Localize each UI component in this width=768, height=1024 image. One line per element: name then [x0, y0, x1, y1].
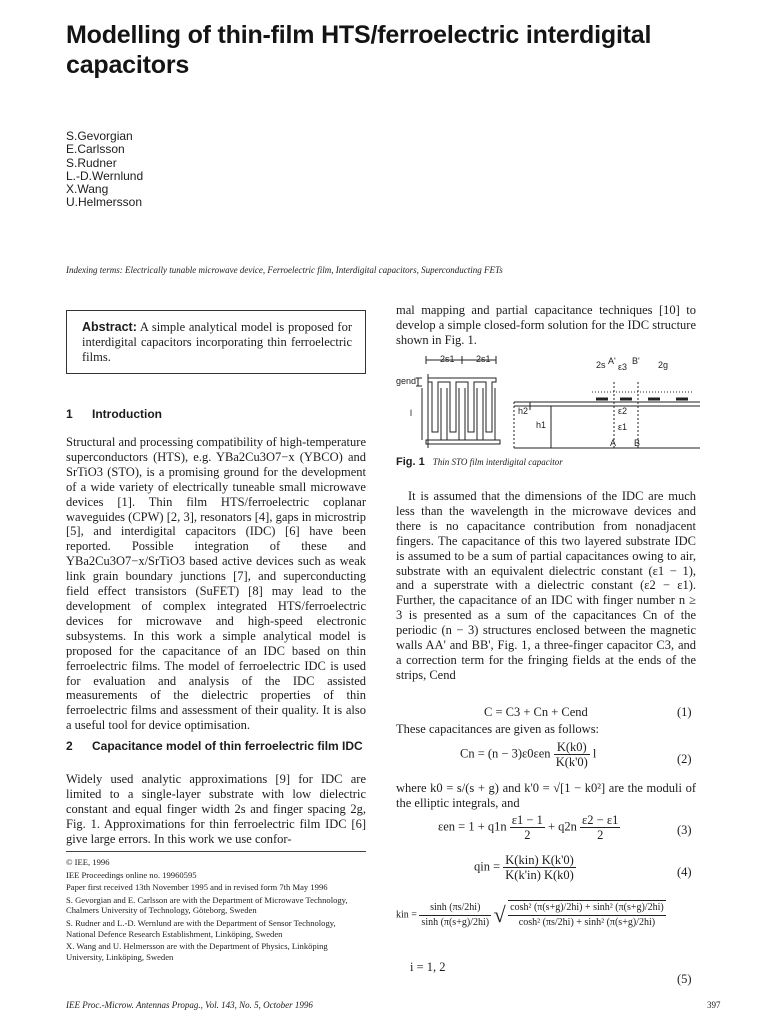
eq5-sqrt-numerator: cosh² (π(s+g)/2hi) + sinh² (π(s+g)/2hi) — [508, 901, 666, 916]
right-paragraph — [396, 489, 696, 683]
idc-fingers — [416, 356, 500, 448]
figure-1-caption — [396, 456, 563, 468]
abstract — [82, 320, 352, 365]
figure-1-caption-text: Thin STO film interdigital capacitor — [432, 457, 563, 467]
section-1-number: 1 — [66, 407, 73, 421]
title-line-1: Modelling of thin-film HTS/ferroelectric interdigital — [66, 21, 652, 49]
eq3-fraction-2 — [580, 813, 620, 842]
section-2-heading — [66, 739, 366, 753]
author: L.-D.Wernlund — [66, 168, 144, 183]
title-line-2: capacitors — [66, 51, 190, 79]
eq5-index: i = 1, 2 — [410, 960, 446, 974]
eq3-f1-denominator: 2 — [524, 828, 531, 842]
eq3-mid: + q2n — [547, 819, 577, 834]
eq3-lhs: εen = 1 + q1n — [438, 819, 507, 834]
eq4-fraction — [503, 853, 576, 882]
equation-4 — [474, 853, 576, 882]
eq3-fraction-1 — [510, 813, 545, 842]
sqrt-sign-icon: √ — [493, 902, 506, 927]
author: S.Rudner — [66, 155, 117, 170]
equation-2-number: (2) — [677, 752, 692, 766]
section-2-number: 2 — [66, 739, 73, 753]
abstract-text: A simple analytical model is proposed for interdigital capacitors incorporating thin ferroelectric films. — [82, 320, 353, 364]
affiliation-note: S. Gevorgian and E. Carlsson are with the Department of Microwave Technology, Chalmers University of Technology, Göteborg, Sweden — [66, 894, 348, 916]
section-2-title: Capacitance model of thin ferroelectric film IDC — [92, 739, 363, 753]
fig-label: h1 — [536, 420, 547, 430]
equation-5 — [396, 900, 666, 930]
equation-3-number: (3) — [677, 823, 692, 837]
eq2-numerator: K(k0) — [554, 740, 590, 755]
affiliation-note: S. Rudner and L.-D. Wernlund are with the Department of Sensor Technology, National Defence Research Establishment, Linköping, Sweden — [66, 917, 336, 939]
equation-4-number: (4) — [677, 865, 692, 879]
section-2-body — [66, 772, 366, 847]
footnotes — [66, 857, 366, 964]
author: S.Gevorgian — [66, 129, 133, 143]
eq4-numerator: K(kin) K(k'0) — [505, 853, 574, 867]
figure-1-label: Fig. 1 — [396, 456, 425, 468]
eq5-fraction-1 — [419, 901, 491, 930]
equation-5-number: (5) — [677, 972, 692, 986]
section-1-body — [66, 435, 366, 733]
eq5-sqrt-denominator: cosh² (πs/2hi) + sinh² (π(s+g)/2hi) — [518, 917, 656, 928]
section-1-title: Introduction — [92, 407, 162, 421]
author: X.Wang — [66, 182, 109, 197]
right-intro-paragraph: mal mapping and partial capacitance techniques [10] to develop a simple closed-form solution for the IDC structure shown in Fig. 1. — [396, 303, 696, 347]
equation-2 — [460, 740, 596, 769]
indexing-terms: Indexing terms: Electrically tunable microwave device, Ferroelectric film, Interdigital capacitors, Superconducting FETs — [66, 265, 503, 275]
journal-footer: IEE Proc.-Microw. Antennas Propag., Vol. 143, No. 5, October 1996 — [66, 1000, 313, 1010]
online-note: IEE Proceedings online no. 19960595 — [66, 869, 197, 880]
author-list — [66, 130, 143, 210]
received-note: Paper first received 13th November 1995 and in revised form 7th May 1996 — [66, 882, 328, 893]
eq5-sqrt-fraction — [508, 900, 666, 930]
fig-label: B' — [632, 356, 640, 366]
eq2-lhs: Cn = (n − 3)ε0εen — [460, 746, 551, 761]
eq2-tail: l — [592, 746, 597, 761]
footnote-rule — [66, 851, 366, 852]
affiliation-note: X. Wang and U. Helmersson are with the Department of Physics, Linköping University, Linköping, Sweden — [66, 941, 328, 962]
section-2-paragraph: Widely used analytic approximations [9] for IDC are limited to a single-layer substrate with low dielectric constant and equal finger width 2s and finger spacing 2g, Fig. 1. Approximations for thin ferroelectric film IDC [6] give large errors. In this work we use confor- — [66, 772, 366, 846]
fig-label: 2s1 — [476, 354, 491, 364]
eq4-denominator: K(k'in) K(k0) — [505, 868, 574, 882]
cross-section — [514, 382, 700, 448]
equation-3 — [438, 813, 620, 842]
fig-label: l — [410, 408, 412, 418]
eq-intro: These capacitances are given as follows: — [396, 722, 600, 736]
fig-label: B — [634, 438, 641, 448]
right-paragraph-text: It is assumed that the dimensions of the IDC are much less than the wavelength in the microwave devices and there is no capacitance contribution from nonadjacent fingers. The capacitance of this two layered substrate IDC is assumed to be a sum of partial capacitances owing to air, substrate with an equivalent dielectric constant (ε1 − 1), and a superstrate with a dielectric constant (ε2 − ε1). Further, the capacitance of an IDC with finger number n ≥ 3 is presented as a sum of the capacitances Cn of the periodic (n − 3) structures enclosed between the magnetic walls AA' and BB', Fig. 1, a three-finger capacitor C3, and a correction term for the fringing fields at the ends of the strips, Cend — [396, 489, 696, 682]
fig-label: 2s — [596, 360, 606, 370]
section-1-heading — [66, 407, 162, 421]
eq2-fraction — [554, 740, 590, 769]
fig-label: ε3 — [618, 362, 628, 372]
fig-label: A — [610, 438, 617, 448]
fig-label: 2s1 — [440, 354, 455, 364]
author: U.Helmersson — [66, 195, 143, 210]
eq5-sinh-denominator: sinh (π(s+g)/2hi) — [421, 916, 490, 928]
right-intro — [396, 303, 696, 348]
eq3-f1-numerator: ε1 − 1 — [511, 813, 543, 827]
abstract-label: Abstract: — [82, 320, 137, 334]
equation-1-number: (1) — [677, 705, 692, 719]
eq4-lhs: qin = — [474, 859, 501, 874]
fig-label: 2g — [658, 360, 669, 370]
section-1-paragraph: Structural and processing compatibility of high-temperature superconductors (HTS), e.g. YBa2Cu3O7−x (YBCO) and SrTiO3 (STO), is a promising ground for the development of a wide variety of electrically tuneable small microwave devices [1]. Thin film HTS/ferroelectric coplanar waveguides (CPW) [2, 3], resonators [4], gaps in microstrip [5], and interdigital capacitors (IDC) [6] have been reported. Possible integration of these and YBa2Cu3O7−x/SrTiO3 based active devices such as weak link grain boundary junctions [7], and superconducting field effect transistors (SuFET) [8] may lead to the development of complex integrated HTS/ferroelectric devices for microwave and high-speed electronic subsystems. In this work a simple analytical model is proposed for the capacitance of an IDC based on thin ferroelectric films. The model of ferroelectric IDC is used for evaluation and analysis of the IDC assisted measurements of the dielectric properties of thin ferroelectric films and assessment of their quality. It is also a useful tool for device optimisation. — [66, 435, 366, 733]
fig-label: A' — [608, 356, 616, 366]
fig-label: ε1 — [618, 422, 628, 432]
figure-1-diagram — [396, 352, 700, 452]
fig-label: ε2 — [618, 406, 628, 416]
author: E.Carlsson — [66, 142, 125, 157]
eq3-f2-numerator: ε2 − ε1 — [582, 813, 619, 827]
fig-label: gend — [396, 376, 417, 386]
page-number: 397 — [707, 1000, 721, 1010]
copyright-note: © IEE, 1996 — [66, 857, 110, 867]
eq5-sinh-numerator: sinh (πs/2hi) — [419, 901, 491, 916]
eq3-f2-denominator: 2 — [597, 828, 604, 842]
eq5-lhs: kin = — [396, 909, 417, 921]
paper-title — [66, 20, 726, 80]
equation-1: C = C3 + Cn + Cend — [484, 705, 588, 719]
fig-label: h2 — [518, 406, 529, 416]
eq2-denominator: K(k'0) — [555, 755, 588, 769]
where-text: where k0 = s/(s + g) and k'0 = √[1 − k0²] are the moduli of the elliptic integrals, and — [396, 781, 696, 810]
